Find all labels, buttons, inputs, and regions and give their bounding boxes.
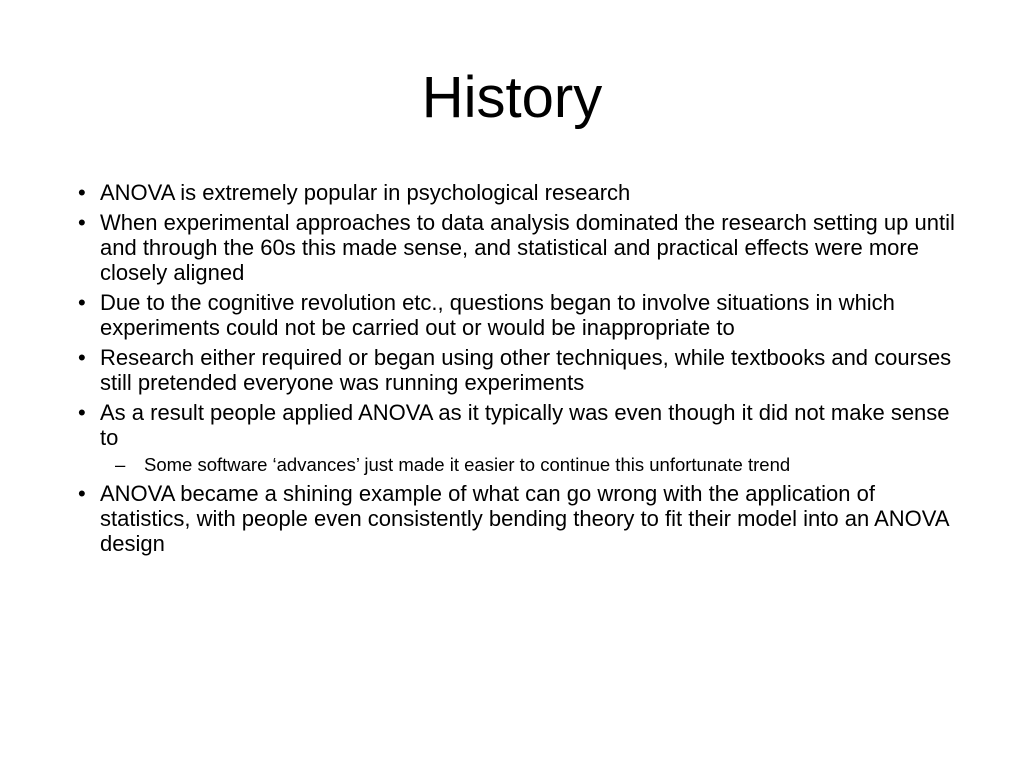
bullet-text: Due to the cognitive revolution etc., questions began to involve situations in which experiments could not be carried out or would be inappropriate to [100, 290, 895, 340]
bullet-text: Research either required or began using other techniques, while textbooks and courses still pretended everyone was running experiments [100, 345, 952, 395]
bullet-list [78, 180, 968, 561]
bullet-text: When experimental approaches to data analysis dominated the research setting up until and through the 60s this made sense, and statistical and practical effects were more closely aligned [100, 210, 955, 285]
bullet-item [78, 210, 968, 285]
bullet-item [78, 481, 968, 556]
bullet-text: As a result people applied ANOVA as it typically was even though it did not make sense to [100, 400, 950, 450]
bullet-item [78, 400, 968, 476]
bullet-marker: • [78, 400, 86, 425]
sub-bullet-list [100, 454, 968, 476]
bullet-item [78, 290, 968, 340]
sub-bullet-text: Some software ‘advances’ just made it easier to continue this unfortunate trend [144, 454, 791, 475]
bullet-text: ANOVA is extremely popular in psychological research [100, 180, 631, 205]
sub-bullet-item [100, 454, 968, 476]
bullet-text: ANOVA became a shining example of what can go wrong with the application of statistics, with people even consistently bending theory to fit their model into an ANOVA design [100, 481, 949, 556]
sub-bullet-marker: – [115, 454, 126, 475]
bullet-marker: • [78, 345, 86, 370]
bullet-item [78, 180, 968, 205]
bullet-marker: • [78, 290, 86, 315]
bullet-item [78, 345, 968, 395]
slide-title: History [421, 65, 603, 130]
bullet-marker: • [78, 210, 86, 235]
bullet-marker: • [78, 481, 86, 506]
bullet-marker: • [78, 180, 86, 205]
